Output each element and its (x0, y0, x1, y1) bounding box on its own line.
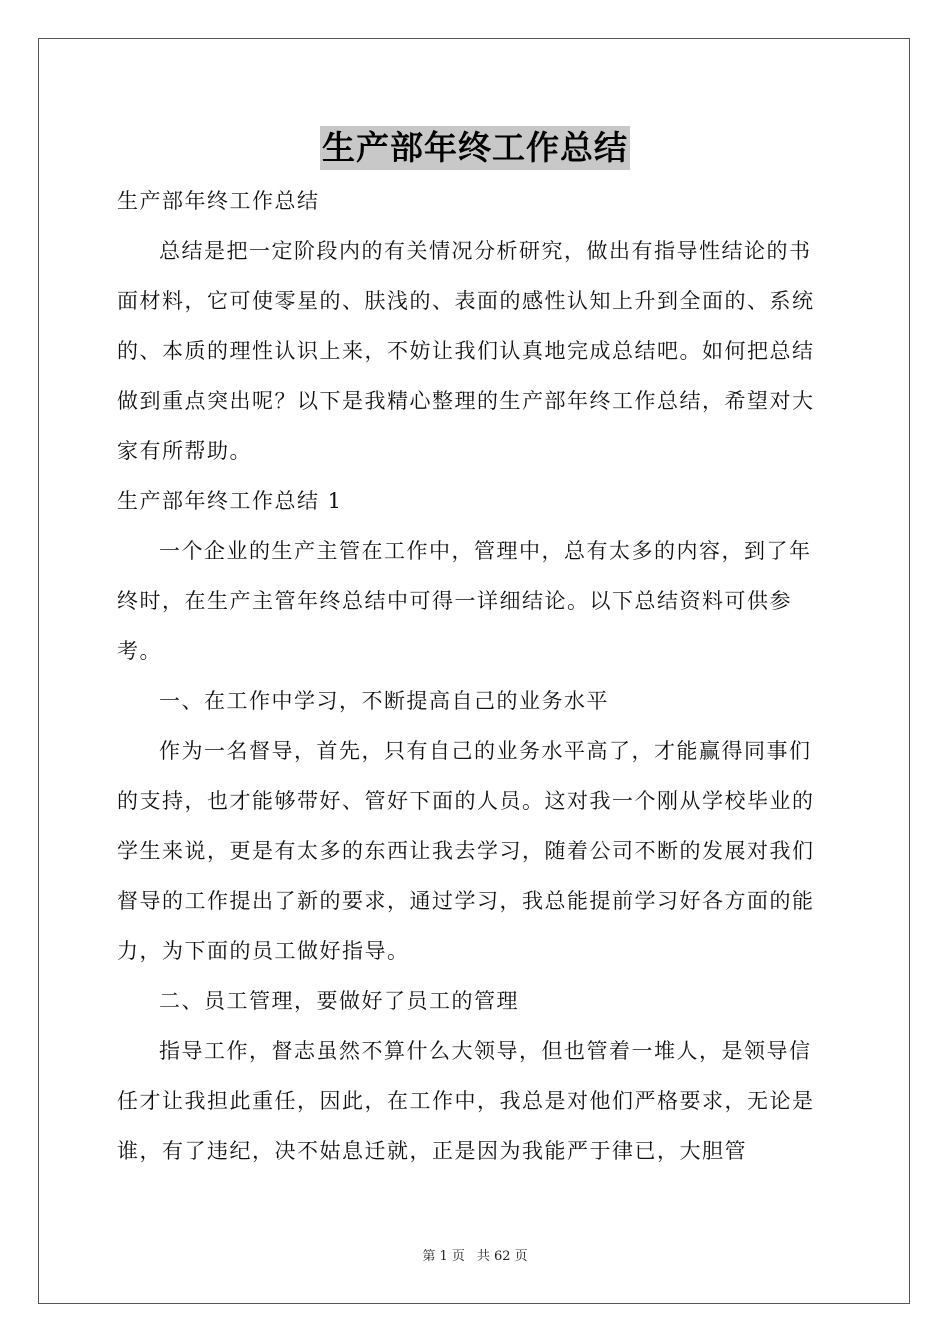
subtitle-line: 生产部年终工作总结 (117, 189, 320, 213)
section-heading: 生产部年终工作总结 1 (117, 489, 343, 513)
page-number: 第 1 页 (422, 1249, 465, 1264)
title-container (0, 126, 950, 170)
point-heading-1: 一、在工作中学习，不断提高自己的业务水平 (159, 689, 609, 713)
page-footer (0, 1245, 950, 1264)
body-paragraph: 作为一名督导，首先，只有自己的业务水平高了，才能赢得同事们的支持，也才能够带好、管好下面的人员。这对我一个刚从学校毕业的学生来说，更是有太多的东西让我去学习，随着公司不断的发展对我们督导的工作提出了新的要求，通过学习，我总能提前学习好各方面的能力，为下面的员工做好指导。 (117, 739, 815, 963)
body-paragraph: 指导工作，督志虽然不算什么大领导，但也管着一堆人，是领导信任才让我担此重任，因此，在工作中，我总是对他们严格要求，无论是谁，有了违纪，决不姑息迁就，正是因为我能严于律已，大胆管 (117, 1039, 815, 1163)
document-title: 生产部年终工作总结 (320, 126, 630, 170)
point-heading-2: 二、员工管理，要做好了员工的管理 (159, 989, 519, 1013)
document-body (117, 176, 833, 1176)
intro-paragraph: 总结是把一定阶段内的有关情况分析研究，做出有指导性结论的书面材料，它可使零星的、肤浅的、表面的感性认知上升到全面的、系统的、本质的理性认识上来，不妨让我们认真地完成总结吧。如何把总结做到重点突出呢？以下是我精心整理的生产部年终工作总结，希望对大家有所帮助。 (117, 239, 815, 463)
page-total: 共 62 页 (476, 1249, 528, 1264)
body-paragraph: 一个企业的生产主管在工作中，管理中，总有太多的内容，到了年终时，在生产主管年终总结中可得一详细结论。以下总结资料可供参考。 (117, 539, 812, 663)
